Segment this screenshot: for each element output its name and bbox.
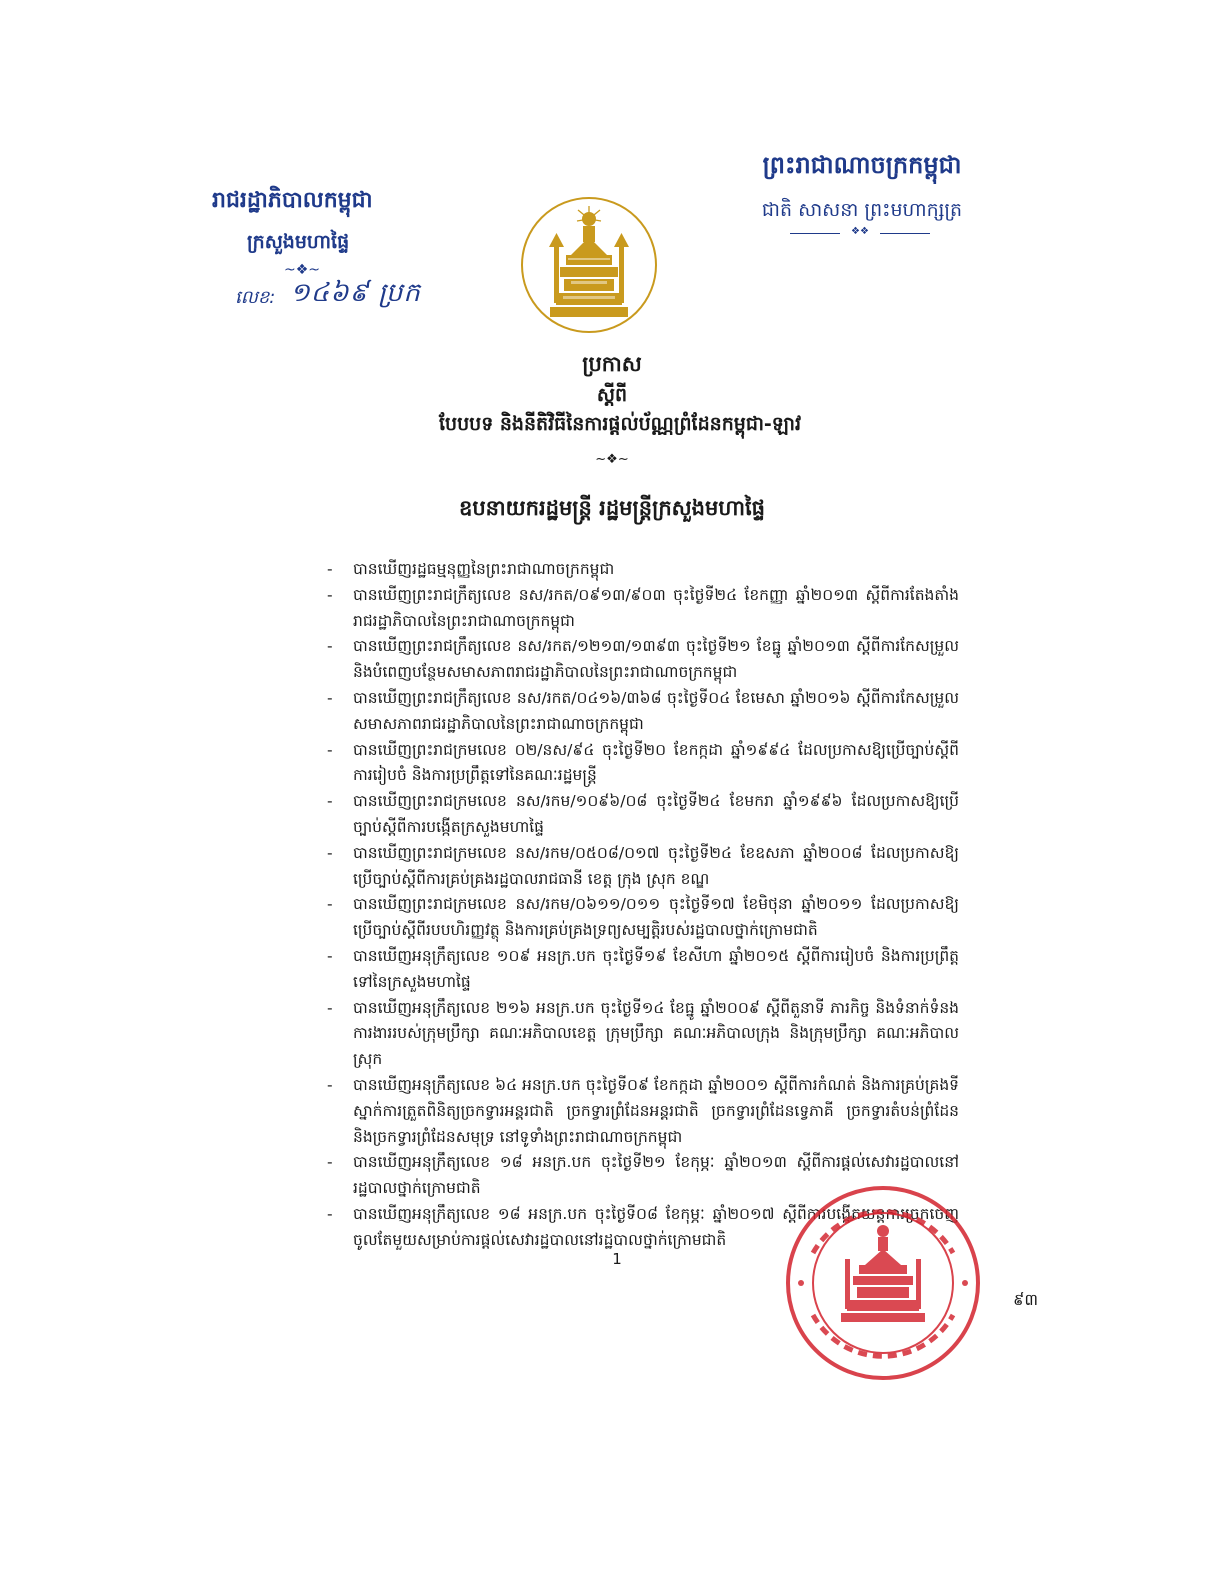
page-number: 1 [612,1250,622,1268]
list-item: - បានឃើញអនុក្រឹត្យលេខ ១៨ អនក្រ.បក ចុះថ្ងៃទី០៨ ខែកុម្ភៈ ឆ្នាំ២០១៧ ស្តីពីការបង្កើតយន្តការច្រកចេញចូលតែមួយសម្រាប់ការផ្តល់សេវារដ្ឋបាលនៅរដ្ឋបាលថ្នាក់ក្រោមជាតិ [327,1204,959,1249]
kingdom-title: ព្រះរាជាណាចក្រកម្ពុជា [762,151,962,179]
list-item: - បានឃើញព្រះរាជក្រមលេខ នស/រកម/០៥០៨/០១៧ ចុះថ្ងៃទី២៤ ខែឧសភា ឆ្នាំ២០០៨ ដែលប្រកាសឱ្យប្រើច្បាប់ស្តីពីការគ្រប់គ្រងរដ្ឋបាលរាជធានី ខេត្ត ក្រុង ស្រុក ខណ្ឌ [327,843,959,888]
ornament-icon: ❖❖ [840,227,880,237]
document-about: ស្តីពី [596,384,628,406]
reference-number: ១៤៦៩ ប្រក [290,278,421,308]
government-name: រាជរដ្ឋាភិបាលកម្ពុជា [212,188,373,213]
list-item: - បានឃើញព្រះរាជក្រឹត្យលេខ នស/រកត/០៤១៦/៣៦៨ ចុះថ្ងៃទី០៤ ខែមេសា ឆ្នាំ២០១៦ ស្តីពីការកែសម្រួលសមាសភាពរាជរដ្ឋាភិបាលនៃព្រះរាជាណាចក្រកម្ពុជា [327,688,959,733]
list-item: - បានឃើញព្រះរាជក្រមលេខ នស/រកម/១០៩៦/០៨ ចុះថ្ងៃទី២៤ ខែមករា ឆ្នាំ១៩៩៦ ដែលប្រកាសឱ្យប្រើច្បាប់ស្តីពីការបង្កើតក្រសួងមហាផ្ទៃ [327,792,959,836]
list-item: - បានឃើញអនុក្រឹត្យលេខ ២១៦ អនក្រ.បក ចុះថ្ងៃទី១៤ ខែធ្នូ ឆ្នាំ២០០៩ ស្តីពីតួនាទី ភារកិច្ច និងទំនាក់ទំនងការងាររបស់ក្រុមប្រឹក្សា គណៈអភិបាលខេត្ត ក្រុមប្រឹក្សា គណៈអភិបាលក្រុង និងក្រុមប្រឹក្សា គណៈអភិបាលស្រុក [327,998,959,1069]
document-type: ប្រកាស [582,352,642,376]
list-item: - បានឃើញព្រះរាជក្រឹត្យលេខ នស/រកត/០៩១៣/៩០៣ ចុះថ្ងៃទី២៤ ខែកញ្ញា ឆ្នាំ២០១៣ ស្តីពីការតែងតាំងរាជរដ្ឋាភិបាលនៃព្រះរាជាណាចក្រកម្ពុជា [327,585,959,630]
recitals-list [327,557,959,1254]
ornament-icon: ~❖~ [595,452,629,467]
list-item: - បានឃើញអនុក្រឹត្យលេខ ១០៩ អនក្រ.បក ចុះថ្ងៃទី១៩ ខែសីហា ឆ្នាំ២០១៥ ស្តីពីការរៀបចំ និងការប្រព្រឹត្តទៅនៃក្រសួងមហាផ្ទៃ [327,946,959,991]
ministry-name: ក្រសួងមហាផ្ទៃ [247,231,350,253]
list-item: - បានឃើញព្រះរាជក្រមលេខ នស/រកម/០៦១១/០១១ ចុះថ្ងៃទី១៧ ខែមិថុនា ឆ្នាំ២០១១ ដែលប្រកាសឱ្យប្រើច្បាប់ស្តីពីរបបហិរញ្ញវត្ថុ និងការគ្រប់គ្រងទ្រព្យសម្បត្តិរបស់រដ្ឋបាលថ្នាក់ក្រោមជាតិ [327,895,959,940]
list-item: - បានឃើញព្រះរាជក្រមលេខ ០២/នស/៩៤ ចុះថ្ងៃទី២០ ខែកក្កដា ឆ្នាំ១៩៩៤ ដែលប្រកាសឱ្យប្រើច្បាប់ស្តីពីការរៀបចំ និងការប្រព្រឹត្តទៅនៃគណៈរដ្ឋមន្ត្រី [327,740,959,785]
issuer-title: ឧបនាយករដ្ឋមន្ត្រី រដ្ឋមន្ត្រីក្រសួងមហាផ្ទៃ [458,496,765,520]
list-item: - បានឃើញរដ្ឋធម្មនុញ្ញនៃព្រះរាជាណាចក្រកម្ពុជា [327,560,615,578]
list-item: - បានឃើញអនុក្រឹត្យលេខ ៦៤ អនក្រ.បក ចុះថ្ងៃទី០៩ ខែកក្កដា ឆ្នាំ២០០១ ស្តីពីការកំណត់ និងការគ្រប់គ្រងទីស្នាក់ការត្រួតពិនិត្យច្រកទ្វារអន្តរជាតិ ច្រកទ្វារព្រំដែនអន្តរជាតិ ច្រកទ្វារព្រំដែនទ្វេភាគី ច្រកទ្វារតំបន់ព្រំដែន និងច្រកទ្វារព្រំដែនសមុទ្រ នៅទូទាំងព្រះរាជាណាចក្រកម្ពុជា [327,1075,959,1146]
document-subject: បែបបទ និងនីតិវិធីនៃការផ្តល់ប័ណ្ណព្រំដែនកម្ពុជា-ឡាវ [438,413,802,435]
official-seal-icon [783,1183,983,1383]
list-item: - បានឃើញអនុក្រឹត្យលេខ ១៨ អនក្រ.បក ចុះថ្ងៃទី២១ ខែកុម្ភៈ ឆ្នាំ២០១៣ ស្តីពីការផ្តល់សេវារដ្ឋបាលនៅរដ្ឋបាលថ្នាក់ក្រោមជាតិ [327,1153,959,1198]
reference-label: លេខ: [235,287,276,308]
list-item: - បានឃើញព្រះរាជក្រឹត្យលេខ នស/រកត/១២១៣/១៣៩៣ ចុះថ្ងៃទី២១ ខែធ្នូ ឆ្នាំ២០១៣ ស្តីពីការកែសម្រួល និងបំពេញបន្ថែមសមាសភាពរាជរដ្ឋាភិបាលនៃព្រះរាជាណាចក្រកម្ពុជា [327,637,959,682]
ornament-icon: ~❖~ [283,262,320,278]
royal-emblem-icon [519,195,659,335]
side-page-number: ៩៣ [1013,1290,1038,1309]
kingdom-motto: ជាតិ សាសនា ព្រះមហាក្សត្រ [761,199,963,221]
